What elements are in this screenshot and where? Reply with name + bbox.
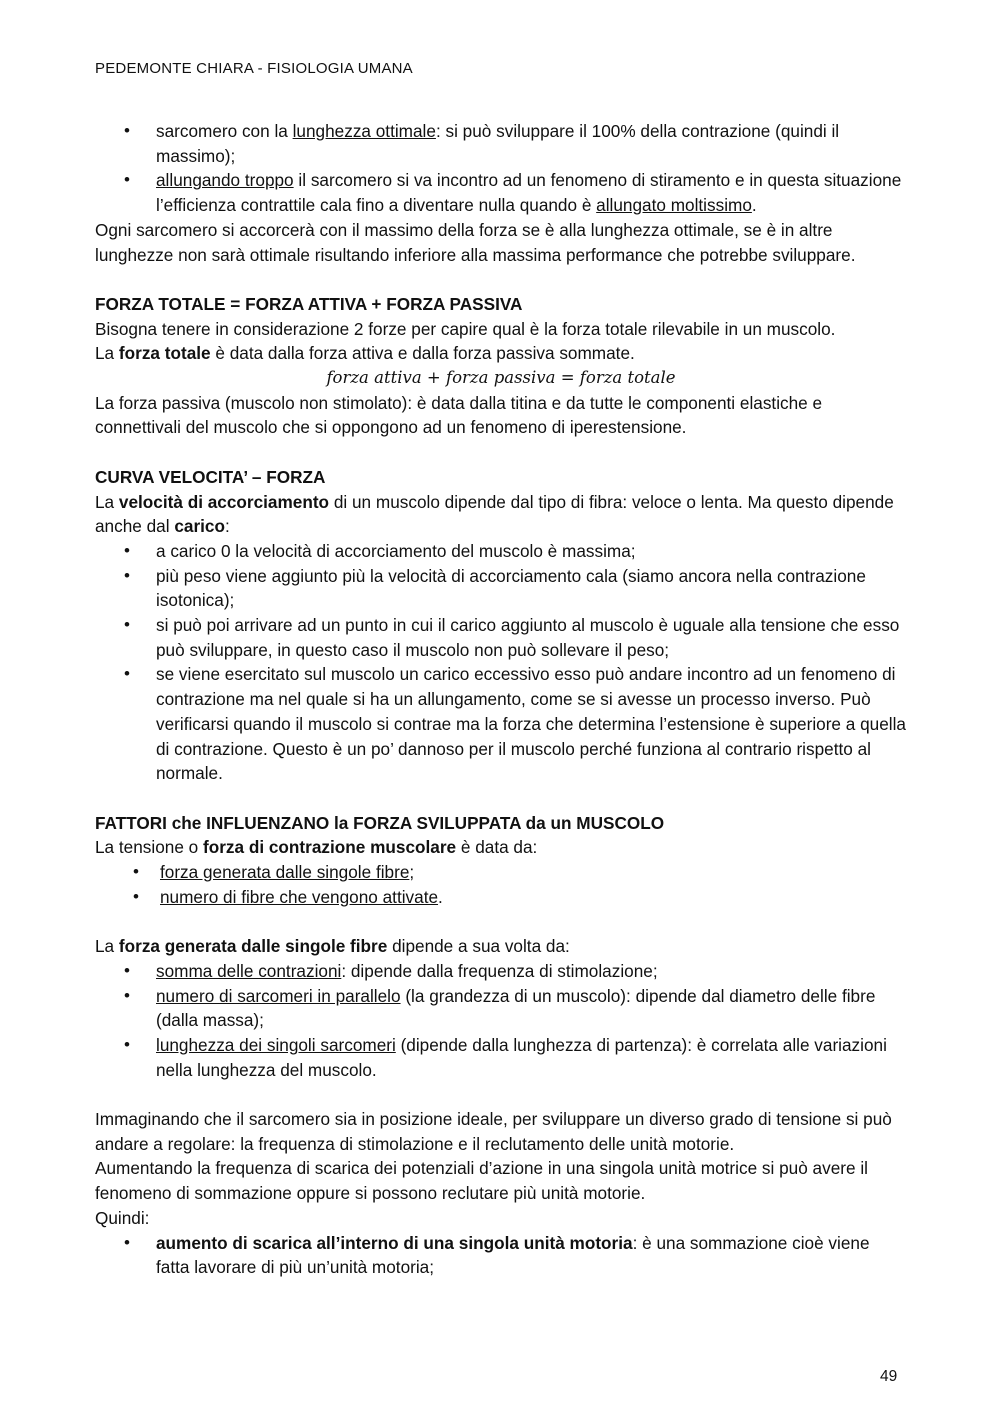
text-span: La — [95, 343, 119, 364]
page-number: 49 — [880, 1368, 898, 1385]
bold-term: forza totale — [118, 343, 211, 364]
text-span: . — [751, 195, 757, 216]
paragraph: Aumentando la frequenza di scarica dei potenziali d’azione in una singola unità motrice si può avere il fenomeno di sommazione oppure si possono reclutare più unità motorie. — [95, 1158, 868, 1204]
list-item — [95, 885, 907, 910]
paragraph: Bisogna tenere in considerazione 2 forze per capire qual è la forza totale rilevabile in un muscolo. — [95, 318, 836, 339]
bold-term: aumento di scarica all’interno di una singola unità motoria — [156, 1232, 633, 1253]
paragraph — [95, 490, 907, 539]
text-span: sarcomero con la — [156, 121, 293, 141]
text-span: . — [438, 886, 443, 907]
text-span: La tensione o — [95, 837, 203, 858]
list-item: • più peso viene aggiunto più la velocità di accorciamento cala (siamo ancora nella contrazione isotonica); — [95, 564, 907, 613]
paragraph — [95, 934, 907, 959]
page-header: PEDEMONTE CHIARA - FISIOLOGIA UMANA — [95, 60, 413, 77]
underlined-term: somma delle contrazioni — [156, 960, 342, 981]
text-span: dipende a sua volta da: — [387, 936, 570, 957]
list-item — [95, 1033, 907, 1082]
list-item: • se viene esercitato sul muscolo un carico eccessivo esso può andare incontro ad un fenomeno di contrazione ma nel quale si ha un allungamento, come se si avesse un processo inverso. Può verificarsi quando il muscolo si contrae ma la forza che determina l’estensione è superiore a quella di contrazione. Questo è un po’ dannoso per il muscolo perché funziona al contrario rispetto al normale. — [95, 662, 907, 786]
paragraph: Ogni sarcomero si accorcerà con il massimo della forza se è alla lunghezza ottimale, se è in altre lunghezze non sarà ottimale risultando inferiore alla massima performance che potrebbe sviluppare. — [95, 219, 856, 265]
list-item — [95, 959, 907, 984]
underlined-term: numero di sarcomeri in parallelo — [156, 985, 401, 1006]
text-span: è data dalla forza attiva e dalla forza passiva sommate. — [210, 343, 635, 364]
section-heading-fattori: FATTORI che INFLUENZANO la FORZA SVILUPPATA da un MUSCOLO — [95, 812, 665, 833]
text-span: La — [95, 936, 119, 957]
bullet-list-finale — [95, 1231, 907, 1280]
paragraph: Quindi: — [95, 1207, 150, 1228]
text-span: è data da: — [456, 837, 538, 858]
text-span: (la grandezza di un muscolo): dipende dal diametro delle fibre (dalla massa); — [156, 985, 876, 1031]
text-span: il sarcomero si va incontro ad un fenomeno di stiramento e in questa situazione l’efficienza contrattile cala fino a diventare nulla quando è — [156, 170, 902, 216]
page-content — [95, 119, 907, 1280]
text-span: di un muscolo dipende dal tipo di fibra: veloce o lenta. Ma questo dipende anche dal — [95, 491, 894, 537]
text-span: : è una sommazione cioè viene fatta lavorare di più un’unità motoria; — [156, 1232, 870, 1278]
paragraph — [95, 835, 907, 860]
paragraph: La forza passiva (muscolo non stimolato): è data dalla titina e da tutte le componenti elastiche e connettivali del muscolo che si oppongono ad un fenomeno di iperestensione. — [95, 392, 823, 438]
underlined-term: lunghezza dei singoli sarcomeri — [156, 1034, 396, 1055]
list-item — [95, 984, 907, 1033]
underlined-term: allungato moltissimo — [596, 195, 752, 216]
bold-term: forza generata dalle singole fibre — [118, 936, 388, 957]
text-span: : si può sviluppare il 100% della contrazione (quindi il massimo); — [156, 121, 840, 166]
bullet-list-curva — [95, 539, 907, 786]
text-span: : — [224, 516, 230, 537]
text-span: ; — [409, 862, 415, 883]
underlined-term: numero di fibre che vengono attivate — [160, 886, 439, 907]
bold-term: forza di contrazione muscolare — [202, 837, 457, 858]
bullet-list-sarcomere — [95, 119, 907, 218]
text-span: La — [95, 491, 119, 512]
list-item — [95, 119, 907, 168]
list-item — [95, 1231, 907, 1280]
bullet-list-fibre — [95, 959, 907, 1083]
text-span: (dipende dalla lunghezza di partenza): è correlata alle variazioni nella lunghezza del muscolo. — [156, 1034, 887, 1080]
list-item: • si può poi arrivare ad un punto in cui il carico aggiunto al muscolo è uguale alla tensione che esso può sviluppare, in questo caso il muscolo non può sollevare il peso; — [95, 613, 907, 662]
underlined-term: forza generata dalle singole fibre — [160, 862, 410, 883]
list-item — [95, 168, 907, 217]
section-heading-curva: CURVA VELOCITA’ – FORZA — [95, 466, 326, 487]
underlined-term: allungando troppo — [156, 170, 294, 191]
paragraph: Immaginando che il sarcomero sia in posizione ideale, per sviluppare un diverso grado di tensione si può andare a regolare: la frequenza di stimolazione e il reclutamento delle unità motorie. — [95, 1109, 892, 1154]
list-item — [95, 860, 907, 885]
formula: forza attiva + forza passiva = forza totale — [326, 368, 676, 388]
section-heading-forza-totale: FORZA TOTALE = FORZA ATTIVA + FORZA PASSIVA — [95, 293, 523, 314]
bold-term: carico — [174, 516, 225, 537]
bullet-list-fattori — [95, 860, 907, 909]
text-span: : dipende dalla frequenza di stimolazione; — [341, 960, 658, 981]
bold-term: velocità di accorciamento — [118, 491, 330, 512]
list-item: • a carico 0 la velocità di accorciamento del muscolo è massima; — [95, 539, 907, 564]
underlined-term: lunghezza ottimale — [292, 121, 436, 141]
paragraph — [95, 341, 907, 366]
